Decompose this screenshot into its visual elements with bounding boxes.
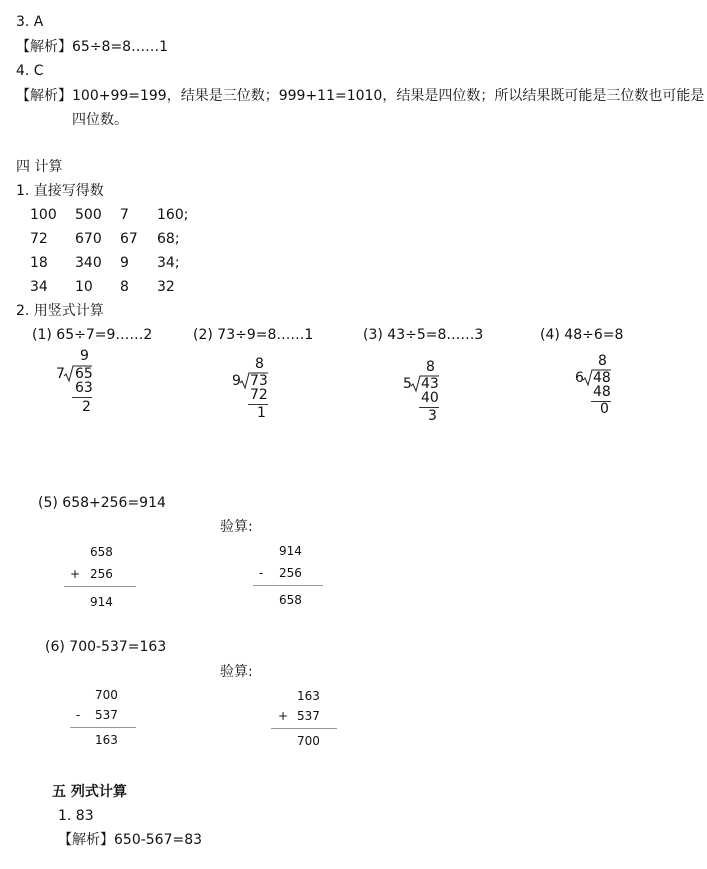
grid-cell: 34 [30,279,48,295]
product: 40 [421,390,439,406]
grid-row [30,206,188,224]
division-label: (3) 43÷5=8……3 [363,327,484,343]
answer-3: 3. A [16,14,44,30]
analysis-text: 65÷8=8……1 [72,39,168,55]
divider-line [271,728,337,729]
division-label: (4) 48÷6=8 [540,327,624,343]
divisor: 7 [56,366,65,382]
remainder: 3 [428,408,437,424]
product: 72 [250,387,268,403]
analysis-text: 100+99=199，结果是三位数；999+11=1010，结果是四位数；所以结果既可能是三位数也可能是 [72,88,705,104]
divider-line [70,727,136,728]
dividend: 65 [75,366,93,382]
remainder: 2 [82,399,91,415]
grid-cell: 160; [157,207,189,223]
operand-top: 163 [297,689,320,703]
check-label: 验算: [220,519,253,535]
quotient: 8 [598,353,607,369]
result: 163 [95,733,118,747]
divider-line [72,397,92,398]
grid-cell: 72 [30,231,48,247]
grid-cell: 8 [120,279,129,295]
divider-line [64,586,136,587]
divisor: 9 [232,373,241,389]
subsection-2-title: 2. 用竖式计算 [16,303,104,319]
dividend: 73 [250,373,268,389]
operator: - [259,566,264,580]
section-title-4: 四 计算 [16,159,63,175]
operand-top: 914 [279,544,302,558]
analysis-4-cont: 四位数。 [72,112,128,128]
grid-cell: 340 [75,255,102,271]
result: 700 [297,734,320,748]
product: 63 [75,380,93,396]
operand-bottom: 537 [95,708,118,722]
grid-cell: 67 [120,231,138,247]
grid-row [30,254,180,272]
analysis-3 [16,38,168,56]
quotient: 9 [80,348,89,364]
operator: + [278,709,289,723]
grid-cell: 500 [75,207,102,223]
operand-top: 658 [90,545,113,559]
grid-row [30,230,180,248]
grid-cell: 68; [157,231,180,247]
result: 658 [279,593,302,607]
divider-line [253,585,323,586]
quotient: 8 [255,356,264,372]
divisor: 6 [575,370,584,386]
remainder: 1 [257,405,266,421]
operator: + [70,567,81,581]
product: 48 [593,384,611,400]
divisor: 5 [403,376,412,392]
operand-bottom: 256 [90,567,113,581]
analysis-tag: 【解析】 [16,88,72,104]
grid-cell: 670 [75,231,102,247]
section-title-5: 五 列式计算 [52,784,127,800]
operand-top: 700 [95,688,118,702]
operand-bottom: 256 [279,566,302,580]
grid-cell: 18 [30,255,48,271]
operator: - [76,708,81,722]
grid-cell: 7 [120,207,129,223]
subsection-1-title: 1. 直接写得数 [16,183,104,199]
analysis-text: 650-567=83 [114,832,203,848]
division-label: (1) 65÷7=9……2 [32,327,153,343]
division-label: (2) 73÷9=8……1 [193,327,314,343]
grid-cell: 9 [120,255,129,271]
dividend: 43 [421,376,439,392]
analysis-4 [16,87,704,105]
remainder: 0 [600,401,609,417]
answer-5-1: 1. 83 [58,808,94,824]
check-label: 验算: [220,664,253,680]
grid-row [30,278,175,296]
analysis-tag: 【解析】 [16,39,72,55]
analysis-tag: 【解析】 [58,832,114,848]
answer-4: 4. C [16,63,44,79]
operand-bottom: 537 [297,709,320,723]
dividend: 48 [593,370,611,386]
analysis-5-1 [58,831,202,849]
grid-cell: 34; [157,255,180,271]
item-5-label: (5) 658+256=914 [38,495,166,511]
grid-cell: 100 [30,207,57,223]
quotient: 8 [426,359,435,375]
result: 914 [90,595,113,609]
item-6-label: (6) 700-537=163 [45,639,167,655]
grid-cell: 10 [75,279,93,295]
grid-cell: 32 [157,279,175,295]
